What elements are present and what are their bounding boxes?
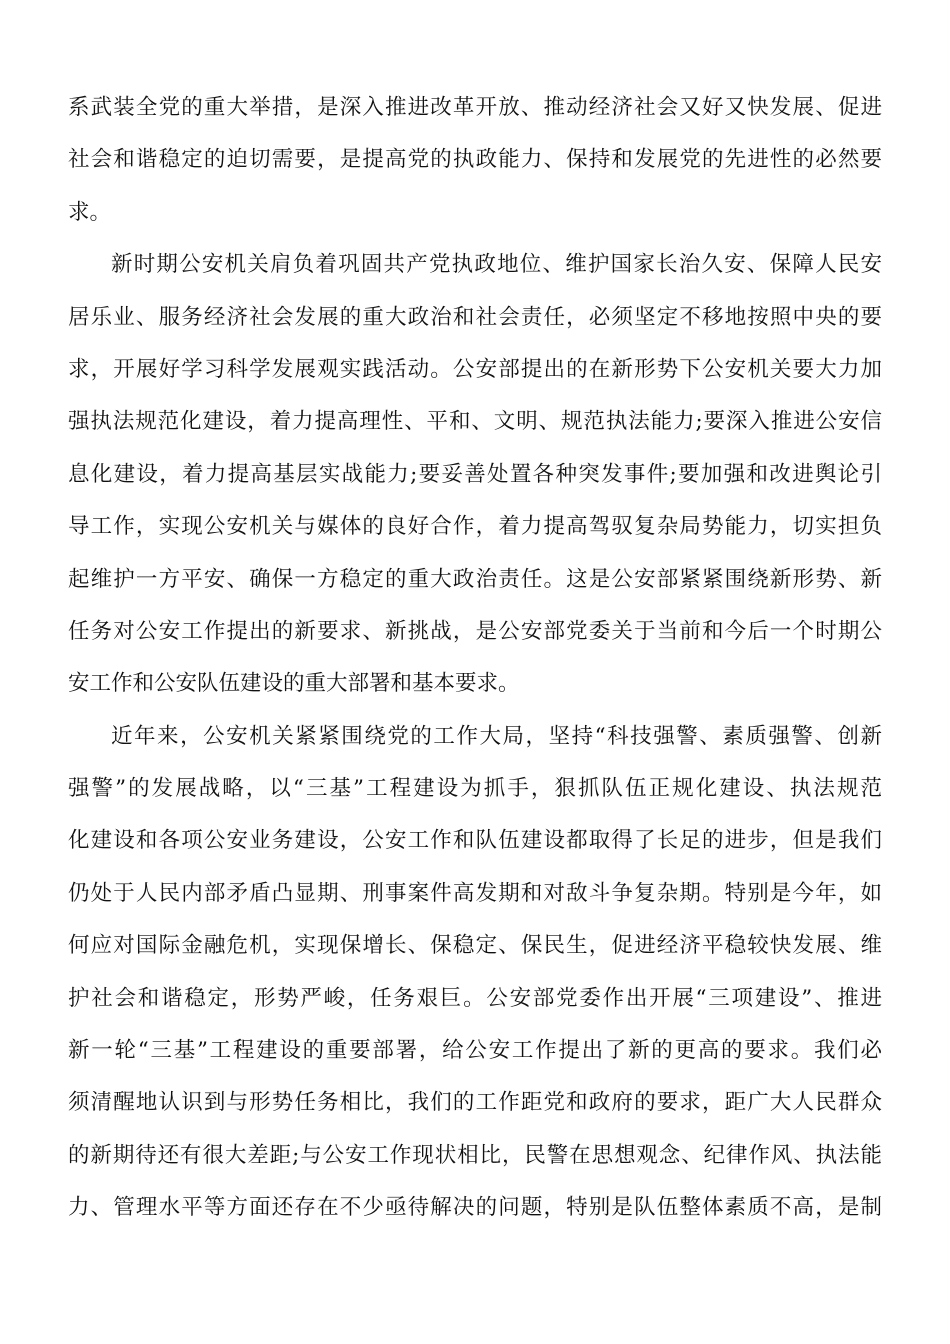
paragraph-2-line-2: 居乐业、服务经济社会发展的重大政治和社会责任，必须坚定不移地按照中央的要 bbox=[68, 304, 882, 330]
document-body bbox=[68, 82, 882, 1235]
paragraph-3-line-2: 强警”的发展战略，以“三基”工程建设为抓手，狠抓队伍正规化建设、执法规范 bbox=[68, 776, 882, 802]
paragraph-3-line-10: 力、管理水平等方面还存在不少亟待解决的问题，特别是队伍整体素质不高，是制 bbox=[68, 1195, 882, 1221]
paragraph-1-line-1: 系武装全党的重大举措，是深入推进改革开放、推动经济社会又好又快发展、促进 bbox=[68, 95, 882, 120]
paragraph-3-line-4: 仍处于人民内部矛盾凸显期、刑事案件高发期和对敌斗争复杂期。特别是今年，如 bbox=[68, 880, 882, 906]
paragraph-2-line-5: 息化建设，着力提高基层实战能力;要妥善处置各种突发事件;要加强和改进舆论引 bbox=[68, 461, 882, 487]
paragraph-1-line-3: 求。 bbox=[68, 199, 112, 225]
paragraph-2-line-4: 强执法规范化建设，着力提高理性、平和、文明、规范执法能力;要深入推进公安信 bbox=[68, 409, 882, 435]
paragraph-3-line-6: 护社会和谐稳定，形势严峻，任务艰巨。公安部党委作出开展“三项建设”、推进 bbox=[68, 985, 882, 1011]
paragraph-2-line-9: 安工作和公安队伍建设的重大部署和基本要求。 bbox=[68, 671, 520, 697]
paragraph-1-line-2: 社会和谐稳定的迫切需要，是提高党的执政能力、保持和发展党的先进性的必然要 bbox=[68, 147, 882, 173]
paragraph-3-line-7: 新一轮“三基”工程建设的重要部署，给公安工作提出了新的更高的要求。我们必 bbox=[68, 1038, 882, 1064]
paragraph-3-line-8: 须清醒地认识到与形势任务相比，我们的工作距党和政府的要求，距广大人民群众 bbox=[68, 1090, 882, 1116]
paragraph-3-line-9: 的新期待还有很大差距;与公安工作现状相比，民警在思想观念、纪律作风、执法能 bbox=[68, 1142, 882, 1168]
paragraph-3-line-1: 近年来，公安机关紧紧围绕党的工作大局，坚持“科技强警、素质强警、创新 bbox=[111, 723, 882, 749]
paragraph-2-line-6: 导工作，实现公安机关与媒体的良好合作，着力提高驾驭复杂局势能力，切实担负 bbox=[68, 514, 882, 540]
paragraph-3-line-3: 化建设和各项公安业务建设，公安工作和队伍建设都取得了长足的进步，但是我们 bbox=[68, 828, 882, 854]
paragraph-3-line-5: 何应对国际金融危机，实现保增长、保稳定、保民生，促进经济平稳较快发展、维 bbox=[68, 933, 882, 959]
paragraph-2-line-3: 求，开展好学习科学发展观实践活动。公安部提出的在新形势下公安机关要大力加 bbox=[68, 356, 882, 382]
paragraph-2-line-7: 起维护一方平安、确保一方稳定的重大政治责任。这是公安部紧紧围绕新形势、新 bbox=[68, 566, 882, 592]
paragraph-2-line-1: 新时期公安机关肩负着巩固共产党执政地位、维护国家长治久安、保障人民安 bbox=[111, 252, 882, 278]
paragraph-2-line-8: 任务对公安工作提出的新要求、新挑战，是公安部党委关于当前和今后一个时期公 bbox=[68, 618, 882, 644]
